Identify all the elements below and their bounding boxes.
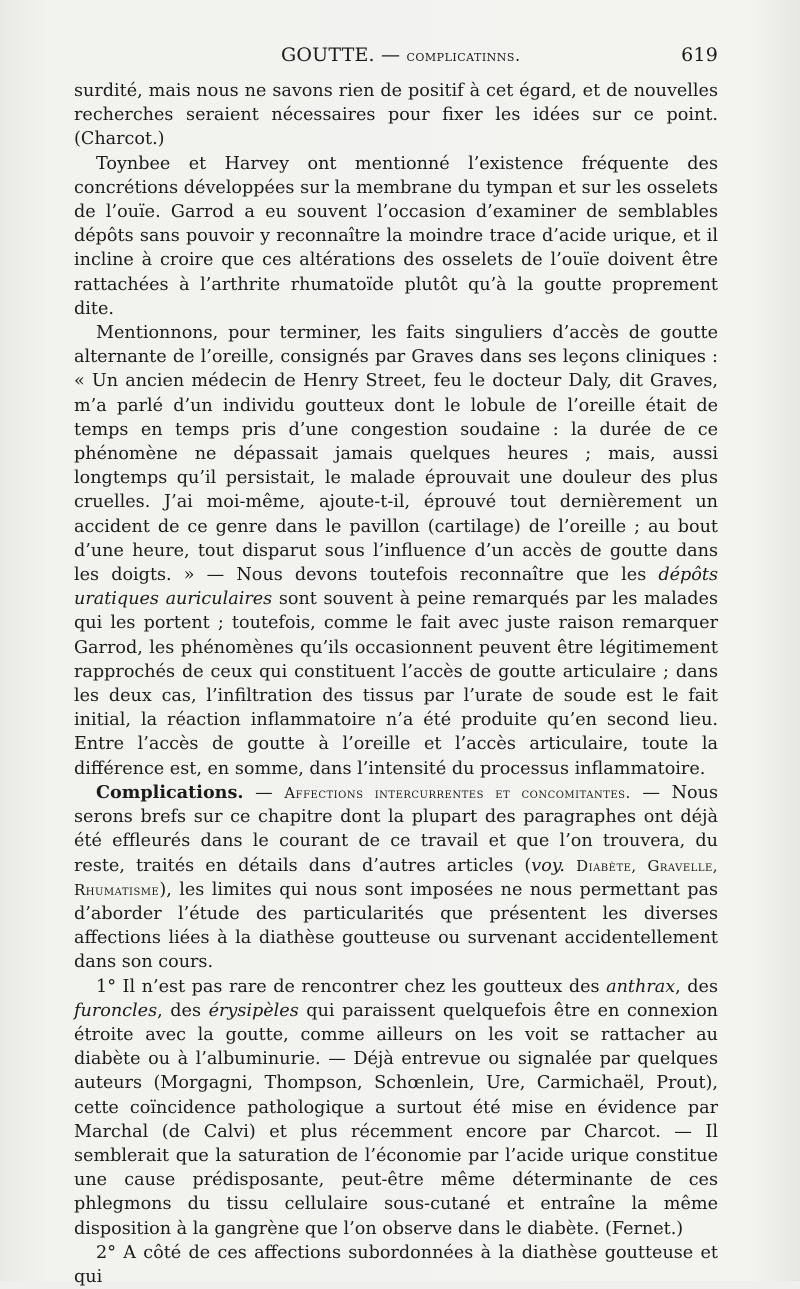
paragraph-item-1 bbox=[74, 975, 718, 1241]
item1-text-2: , des bbox=[675, 976, 719, 997]
running-header bbox=[74, 44, 718, 74]
section-heading-complications: Complications. bbox=[96, 781, 244, 803]
paragraph-mentionnons bbox=[74, 321, 718, 781]
paragraph-surdite: surdité, mais nous ne savons rien de positif à cet égard, et de nouvelles recherches seraient nécessaires pour fixer les idées sur ce point. (Charcot.) bbox=[74, 81, 718, 150]
section-subheading: Affections intercurrentes et concomitantes. bbox=[284, 783, 631, 802]
body-text bbox=[74, 79, 718, 1289]
paragraph-toynbee: Toynbee et Harvey ont mentionné l’existence fréquente des concrétions développées sur la membrane du tympan et sur les osselets de l’ouïe. Garrod a eu souvent l’occasion d’examiner de semblables dépôts sans pouvoir y reconnaître la moindre trace d’acide urique, et il incline à croire que ces altérations des osselets de l’ouïe doivent être rattachées à l’arthrite rhumatoïde plutôt qu’à la goutte proprement dite. bbox=[74, 153, 718, 319]
page-number: 619 bbox=[681, 44, 718, 66]
dash: — bbox=[630, 782, 672, 803]
dash: — bbox=[243, 782, 285, 803]
italic-furoncles: furoncles bbox=[74, 1000, 158, 1021]
item1-text-4: qui paraissent quelquefois être en connexion étroite avec la goutte, comme ailleurs on les voit se rattacher au diabète ou à l’albuminurie. — Déjà entrevue ou signalée par quelques auteurs (Morgagni, Thompson, Schœnlein, Ure, Carmichaël, Prout), cette coïncidence pathologique a surtout été mise en évidence par Marchal (de Calvi) et plus récemment encore par Charcot. — Il semblerait que la saturation de l’économie par l’acide urique constitue une cause prédisposante, peut-être même déterminante de ces phlegmons du tissu cellulaire sous-cutané et entraîne la même disposition à la gangrène que l’on observe dans le diabète. (Fernet.) bbox=[74, 1000, 718, 1239]
paragraph-mentionnons-part1: Mentionnons, pour terminer, les faits singuliers d’accès de goutte alternante de l’oreille, consignés par Graves dans ses leçons cliniques : « Un ancien médecin de Henry Street, feu le docteur Daly, dit Graves, m’a parlé d’un individu goutteux dont le lobule de l’oreille était de temps en temps pris d’une congestion soudaine : la durée de ce phénomène ne dépassait jamais quelques heures ; mais, aussi longtemps qu’il persistait, le malade éprouvait une douleur des plus cruelles. J’ai moi-même, ajoute-t-il, éprouvé tout dernièrement un accident de ce genre dans le pavillon (cartilage) de l’oreille ; au bout d’une heure, tout disparut sous l’influence d’un accès de goutte dans les doigts. » — Nous devons toutefois reconnaître que les bbox=[74, 323, 718, 586]
cross-references: Diabète, Gravelle, Rhumatisme bbox=[74, 856, 719, 899]
item1-text-3: , des bbox=[157, 1000, 209, 1021]
header-title-sub: complicatinns. bbox=[406, 46, 521, 65]
item1-text-1: 1° Il n’est pas rare de rencontrer chez les goutteux des bbox=[96, 976, 607, 997]
header-title bbox=[281, 44, 521, 66]
header-title-main: GOUTTE. — bbox=[281, 44, 401, 66]
italic-anthrax: anthrax bbox=[606, 976, 676, 997]
italic-depots-uratiques: dépôts uratiques auriculaires bbox=[74, 565, 718, 610]
italic-erysipeles: érysipèles bbox=[208, 1000, 299, 1021]
paragraph-item-2: 2° A côté de ces affections subordonnées à la diathèse goutteuse et qui bbox=[74, 1242, 718, 1287]
italic-voy: voy. bbox=[531, 855, 565, 876]
space bbox=[565, 856, 576, 876]
complications-text-2: ), les limites qui nous sont imposées ne nous permettant pas d’aborder l’étude des particularités que présentent les diverses affections liées à la diathèse goutteuse ou survenant accidentellement dans son cours. bbox=[74, 879, 718, 973]
paragraph-mentionnons-part2: sont souvent à peine remarqués par les malades qui les portent ; toutefois, comme le fait avec juste raison remarquer Garrod, les phénomènes qu’ils occasionnent peuvent être légitimement rapprochés de ceux qui constituent l’accès de goutte articulaire ; dans les deux cas, l’infiltration des tissus par l’urate de soude est le fait initial, la réaction inflammatoire n’a été produite qu’en second lieu. Entre l’accès de goutte à l’oreille et l’accès articulaire, toute la différence est, en somme, dans l’intensité du processus inflammatoire. bbox=[74, 589, 718, 779]
paragraph-complications bbox=[74, 781, 718, 975]
complications-text-1: Nous serons brefs sur ce chapitre dont la plupart des paragraphes ont déjà été effleurés dans le courant de ce travail et que l’on trouvera, du reste, traités en détails dans d’autres articles ( bbox=[74, 782, 718, 876]
